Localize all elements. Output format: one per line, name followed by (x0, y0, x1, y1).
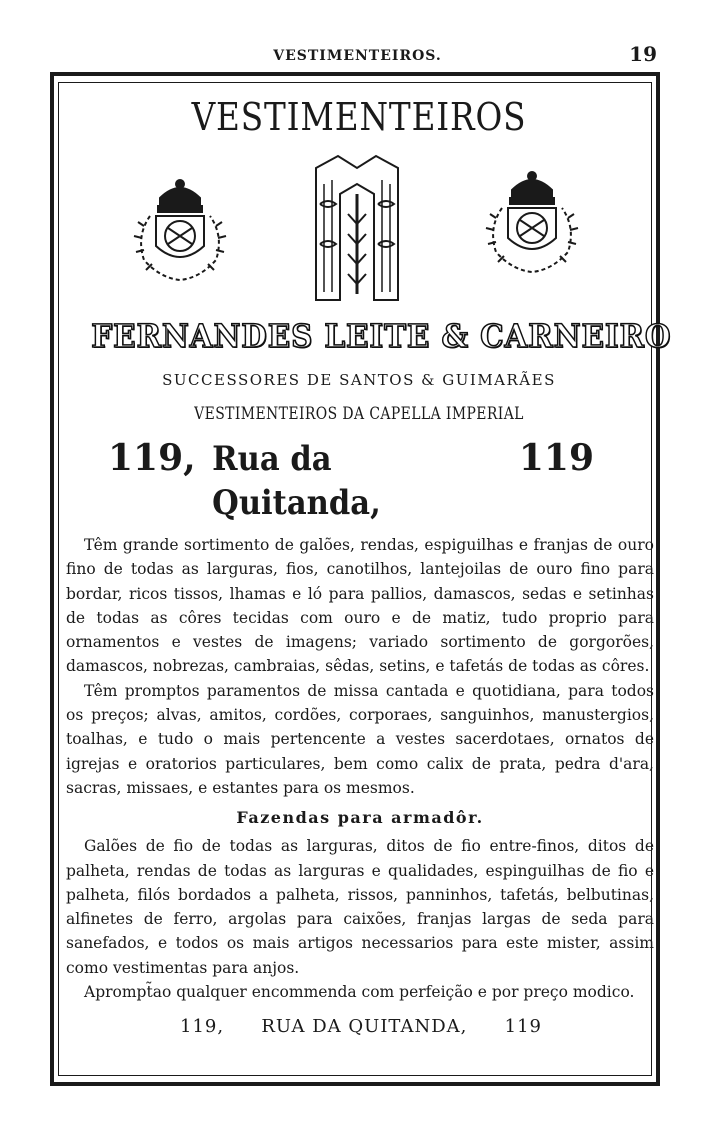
firm-name: FERNANDES LEITE & CARNEIRO (91, 317, 672, 355)
address-number-right: 119 (518, 437, 594, 479)
successors-line: SUCCESSORES DE SANTOS & GUIMARÃES (162, 371, 556, 389)
section-heading: Fazendas para armadôr. (236, 808, 484, 828)
address-street: Rua da Quitanda, (211, 439, 381, 523)
running-head: VESTIMENTEIROS. (273, 48, 442, 64)
paragraph: Aprompt̃ao qualquer encommenda com perfeição e por preço modico. (84, 983, 635, 1002)
address-banner (68, 436, 650, 525)
page-header (0, 38, 715, 64)
ad-title: VESTIMENTEIROS (191, 95, 527, 139)
footer-address (68, 1014, 650, 1040)
footer-street: RUA DA QUITANDA, (261, 1016, 468, 1038)
footer-number-right: 119 (504, 1016, 542, 1038)
paragraph: Galões de fio de todas as larguras, ditos de fio entre-finos, ditos de palheta, rendas de todas as larguras e qualidades, espinguilhas de fio e palheta, filós bordados a palheta, rissos, panninhos, tafetás, belbutinas, alfinetes de ferro, argolas para caixões, franjas largas de seda para sanefados, e todos os mais artigos necessarios para este mister, assim como vestimentas para anjos. (66, 837, 654, 977)
advertisement (66, 86, 672, 1040)
paragraph: Têm grande sortimento de galões, rendas, espiguilhas e franjas de ouro fino de todas as larguras, fios, canotilhos, lantejoilas de ouro fino para bordar, ricos tissos, lhamas e ló para pallios, damascos, sedas e setinhas de todas as côres tecidas com ouro e de matiz, tudo proprio para ornamentos e vestes de imagens; variado sortimento de gorgorões, damascos, nobrezas, cambraias, sêdas, setins, e tafetás de todas as côres. (66, 536, 654, 676)
footer-number-left: 119, (180, 1016, 225, 1038)
emblem-row (68, 150, 650, 310)
ad-body (66, 533, 654, 1004)
stole-icon (312, 154, 402, 304)
paragraph: Têm promptos paramentos de missa cantada e quotidiana, para todos os preços; alvas, amitos, cordões, corporaes, sanguinhos, manustergios, toalhas, e tudo o mais pertencente a vestes sacerdotaes, ornatos de igrejas e oratorios particulares, bem como calix de prata, pedra d'ara, sacras, missaes, e estantes para os mesmos. (66, 681, 654, 797)
ad-subtitle: VESTIMENTEIROS DA CAPELLA IMPERIAL (194, 404, 524, 424)
page-number: 19 (629, 42, 657, 66)
imperial-coat-of-arms-icon (482, 168, 582, 278)
imperial-coat-of-arms-icon (130, 176, 230, 286)
address-number-left: 119, (108, 437, 196, 479)
